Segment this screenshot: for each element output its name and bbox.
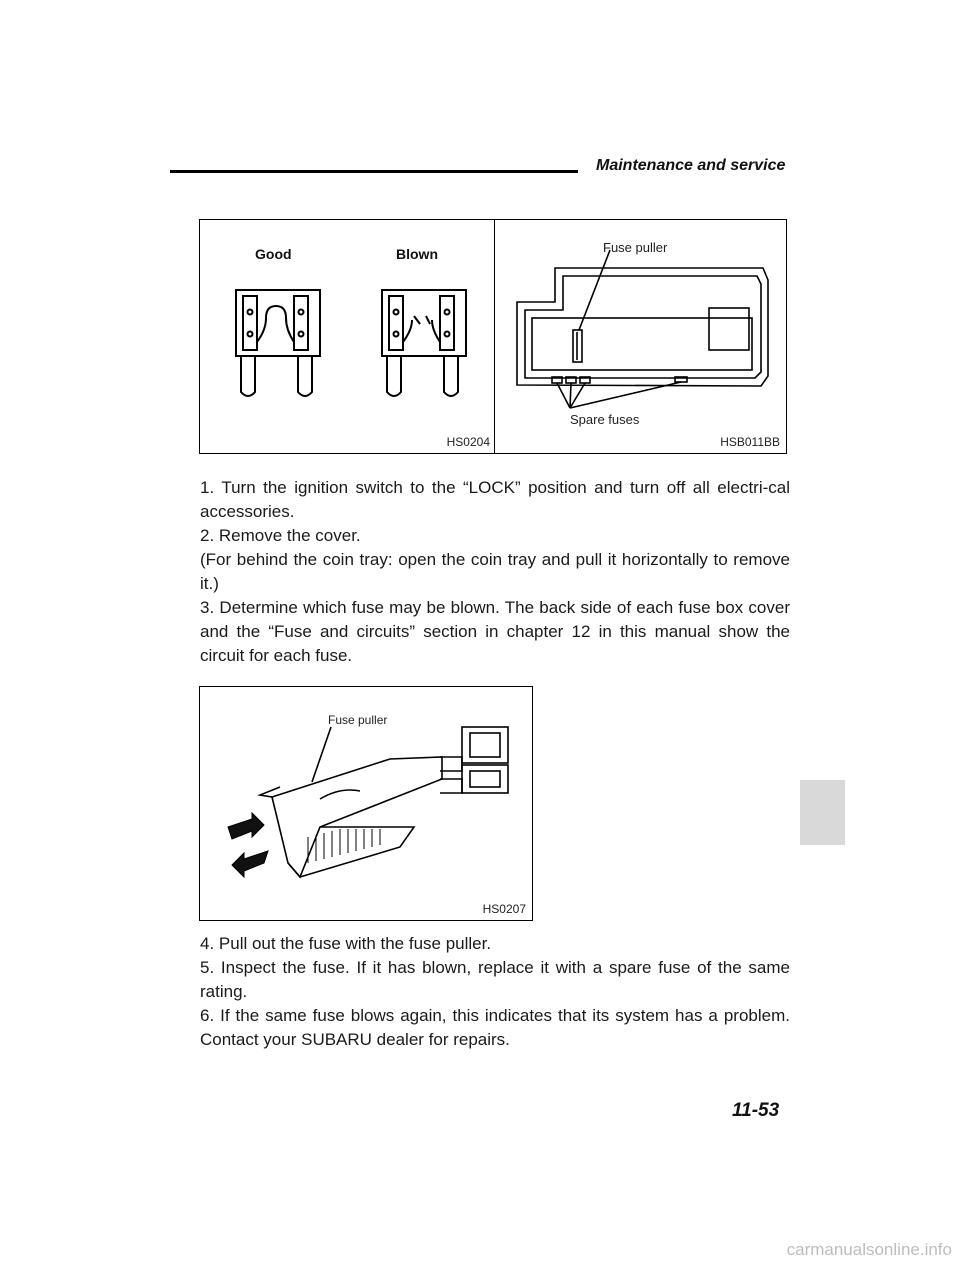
callout-fuse-puller: Fuse puller bbox=[328, 713, 388, 727]
figure-fuse-puller bbox=[199, 686, 533, 921]
step-6: 6. If the same fuse blows again, this indicates that its system has a problem. Contact your SUBARU dealer for repairs. bbox=[200, 1006, 790, 1049]
steps-block-2 bbox=[200, 932, 790, 1052]
page-number: 11-53 bbox=[732, 1100, 780, 1121]
figure-code: HSB011BB bbox=[720, 435, 780, 449]
step-3: 3. Determine which fuse may be blown. The back side of each fuse box cover and the “Fuse and circuits” section in chapter 12 in this manual show the circuit for each fuse. bbox=[200, 598, 790, 665]
step-5: 5. Inspect the fuse. If it has blown, replace it with a spare fuse of the same rating. bbox=[200, 958, 790, 1001]
label-blown: Blown bbox=[396, 246, 438, 262]
figure-code: HS0204 bbox=[446, 435, 490, 449]
callout-spare-fuses: Spare fuses bbox=[570, 412, 640, 427]
figure-code: HS0207 bbox=[482, 902, 526, 916]
figure-fuse-state bbox=[199, 219, 495, 454]
fuse-box-illustration bbox=[495, 220, 788, 455]
step-4: 4. Pull out the fuse with the fuse puller. bbox=[200, 934, 492, 953]
callout-fuse-puller: Fuse puller bbox=[603, 240, 668, 255]
step-2-note: (For behind the coin tray: open the coin tray and pull it horizontally to remove it.) bbox=[200, 550, 790, 593]
section-title: Maintenance and service bbox=[596, 157, 786, 174]
step-2: 2. Remove the cover. bbox=[200, 526, 361, 545]
watermark: carmanualsonline.info bbox=[786, 1240, 952, 1259]
chapter-thumb-tab bbox=[800, 780, 845, 845]
figure-fuse-box bbox=[494, 219, 787, 454]
label-good: Good bbox=[255, 246, 292, 262]
fuse-state-illustration bbox=[200, 220, 496, 455]
step-1: 1. Turn the ignition switch to the “LOCK” position and turn off all electri-cal accessories. bbox=[200, 478, 790, 521]
header-rule bbox=[170, 170, 578, 173]
steps-block-1 bbox=[200, 476, 790, 668]
